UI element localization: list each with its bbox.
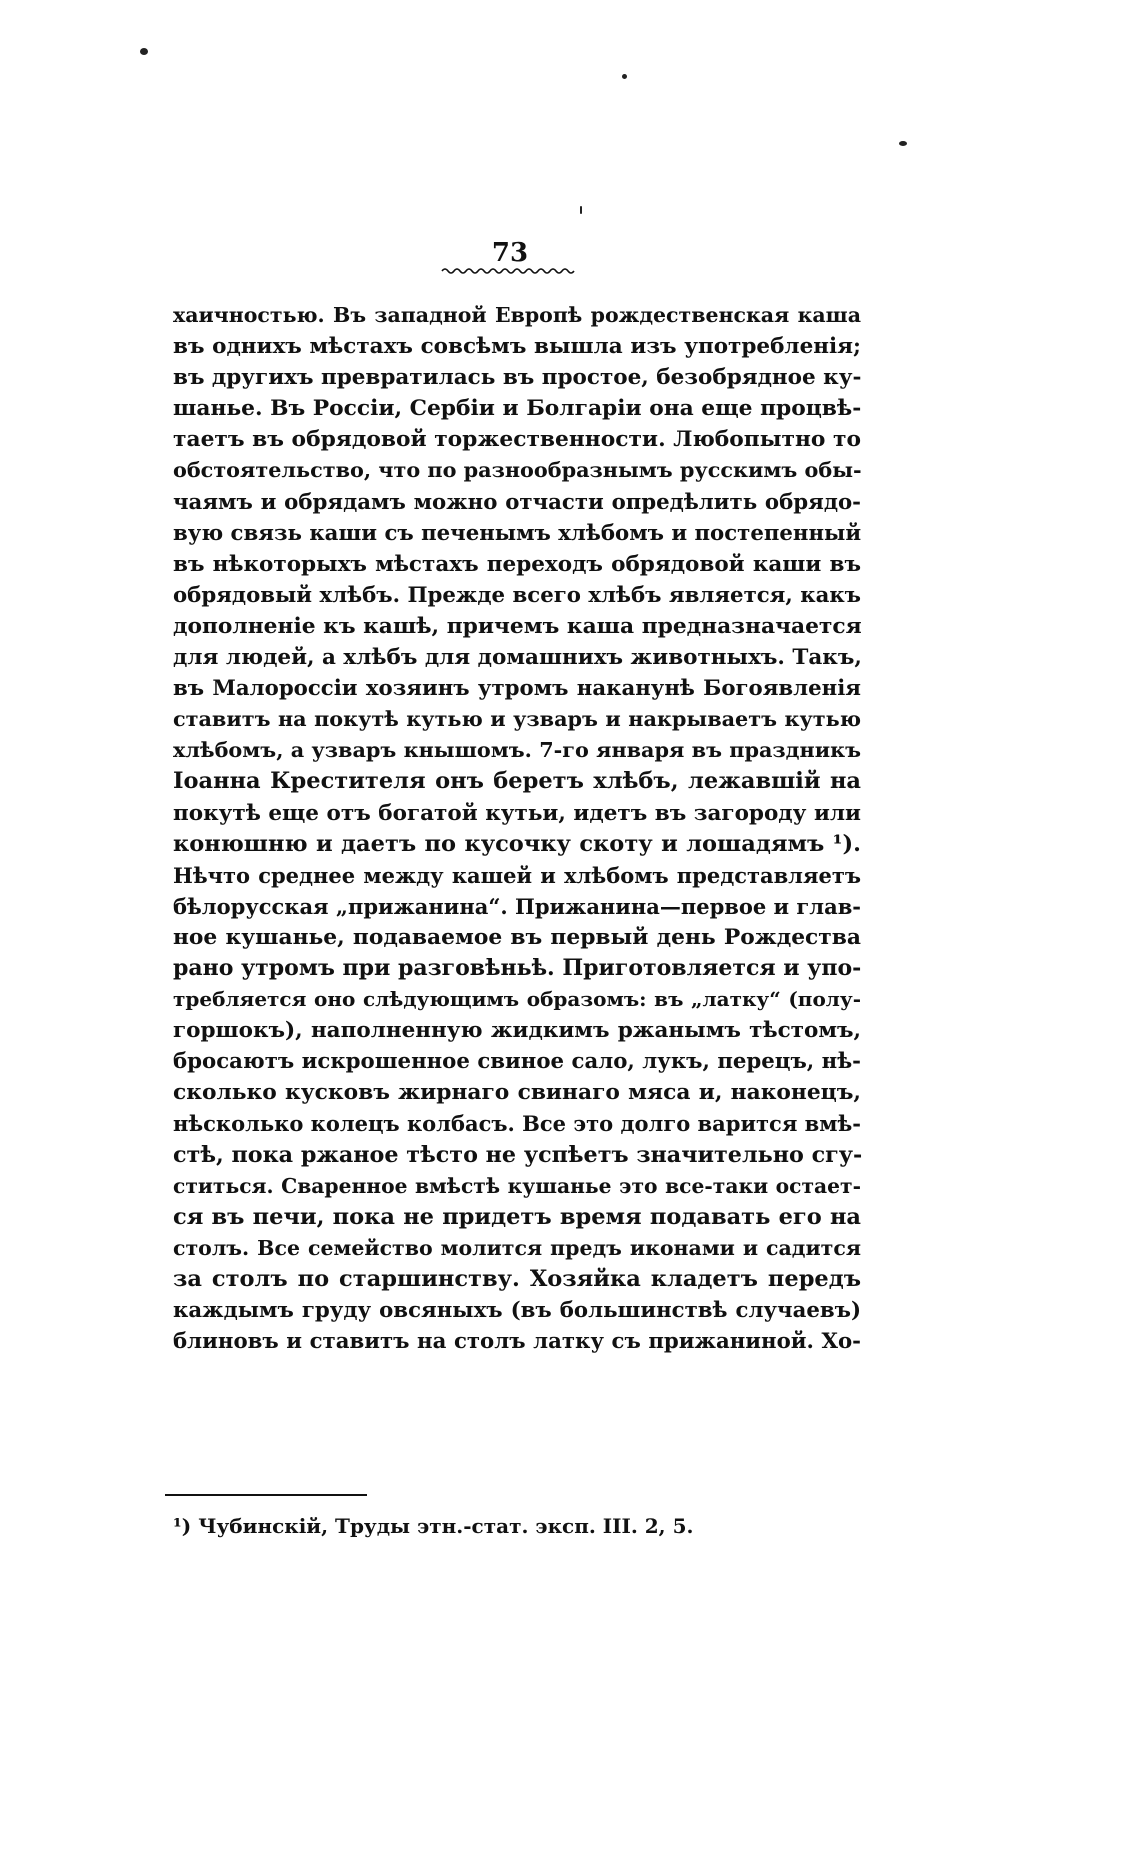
page-number: 73 xyxy=(491,238,529,268)
text-line: рано утромъ при разговѣньѣ. Приготовляется и упо- xyxy=(173,954,862,981)
text-line: бросаютъ искрошенное свиное сало, лукъ, перецъ, нѣ- xyxy=(173,1049,861,1075)
text-line: каждымъ груду овсяныхъ (въ большинствѣ случаевъ) xyxy=(173,1298,861,1323)
scan-speck xyxy=(899,141,907,146)
text-line: обрядовый хлѣбъ. Прежде всего хлѣбъ является, какъ xyxy=(173,582,861,608)
text-line: въ нѣкоторыхъ мѣстахъ переходъ обрядовой каши въ xyxy=(173,551,861,577)
text-line: въ Малороссіи хозяинъ утромъ наканунѣ Богоявленія xyxy=(173,676,861,702)
text-line: покутѣ еще отъ богатой кутьи, идетъ въ загороду или xyxy=(173,800,861,826)
text-line: ное кушанье, подаваемое въ первый день Рождества xyxy=(173,924,861,950)
text-line: стѣ, пока ржаное тѣсто не успѣетъ значительно сгу- xyxy=(173,1141,863,1168)
footnote-text: Чубинскій, Труды этн.-стат. эксп. III. 2, 5. xyxy=(198,1514,694,1538)
text-line: требляется оно слѣдующимъ образомъ: въ „латку“ (полу- xyxy=(173,987,861,1012)
text-line: конюшню и даетъ по кусочку скоту и лошадямъ ¹). xyxy=(173,830,861,857)
footnote-separator xyxy=(165,1494,367,1496)
text-line: таетъ въ обрядовой торжественности. Любопытно то xyxy=(173,427,861,453)
text-line: ставитъ на покутѣ кутью и узваръ и накрываетъ кутью xyxy=(173,707,861,732)
footnote xyxy=(173,1512,873,1540)
text-line: блиновъ и ставитъ на столъ латку съ прижаниной. Хо- xyxy=(173,1329,861,1355)
text-line: дополненіе къ кашѣ, причемъ каша предназначается xyxy=(173,613,862,639)
text-line: ститься. Сваренное вмѣстѣ кушанье это все-таки остает- xyxy=(173,1173,861,1198)
text-line: столъ. Все семейство молится предъ иконами и садится xyxy=(173,1235,861,1260)
main-text xyxy=(173,300,861,1357)
text-line: Нѣчто среднее между кашей и хлѣбомъ представляетъ xyxy=(173,862,861,888)
text-line: бѣлорусская „прижанина“. Прижанина—первое и глав- xyxy=(173,893,862,919)
scan-speck xyxy=(140,48,148,55)
text-line: сколько кусковъ жирнаго свинаго мяса и, наконецъ, xyxy=(173,1080,861,1106)
text-line: въ однихъ мѣстахъ совсѣмъ вышла изъ употребленія; xyxy=(173,334,861,360)
text-line: вую связь каши съ печенымъ хлѣбомъ и постепенный xyxy=(173,520,862,546)
text-line: въ другихъ превратилась въ простое, безобрядное ку- xyxy=(173,365,862,391)
text-line: чаямъ и обрядамъ можно отчасти опредѣлить обрядо- xyxy=(173,489,861,515)
page-header xyxy=(440,238,580,276)
text-line: ся въ печи, пока не придетъ время подавать его на xyxy=(173,1203,861,1230)
text-line: Іоанна Крестителя онъ беретъ хлѣбъ, лежавшій на xyxy=(173,768,861,795)
text-line: горшокъ), наполненную жидкимъ ржанымъ тѣстомъ, xyxy=(173,1018,861,1044)
text-line: за столъ по старшинству. Хозяйка кладетъ передъ xyxy=(173,1265,861,1292)
scan-speck xyxy=(622,74,627,79)
text-line: шанье. Въ Россіи, Сербіи и Болгаріи она еще процвѣ- xyxy=(173,396,862,422)
text-line: нѣсколько колецъ колбасъ. Все это долго варится вмѣ- xyxy=(173,1111,861,1137)
scan-speck xyxy=(580,206,582,214)
text-line: хаичностью. Въ западной Европѣ рождественская каша xyxy=(173,303,861,327)
text-line: обстоятельство, что по разнообразнымъ русскимъ обы- xyxy=(173,458,862,483)
text-line: хлѣбомъ, а узваръ кнышомъ. 7-го января въ праздникъ xyxy=(173,738,861,763)
footnote-marker: ¹) xyxy=(173,1514,192,1538)
text-line: для людей, а хлѣбъ для домашнихъ животныхъ. Такъ, xyxy=(173,645,862,671)
